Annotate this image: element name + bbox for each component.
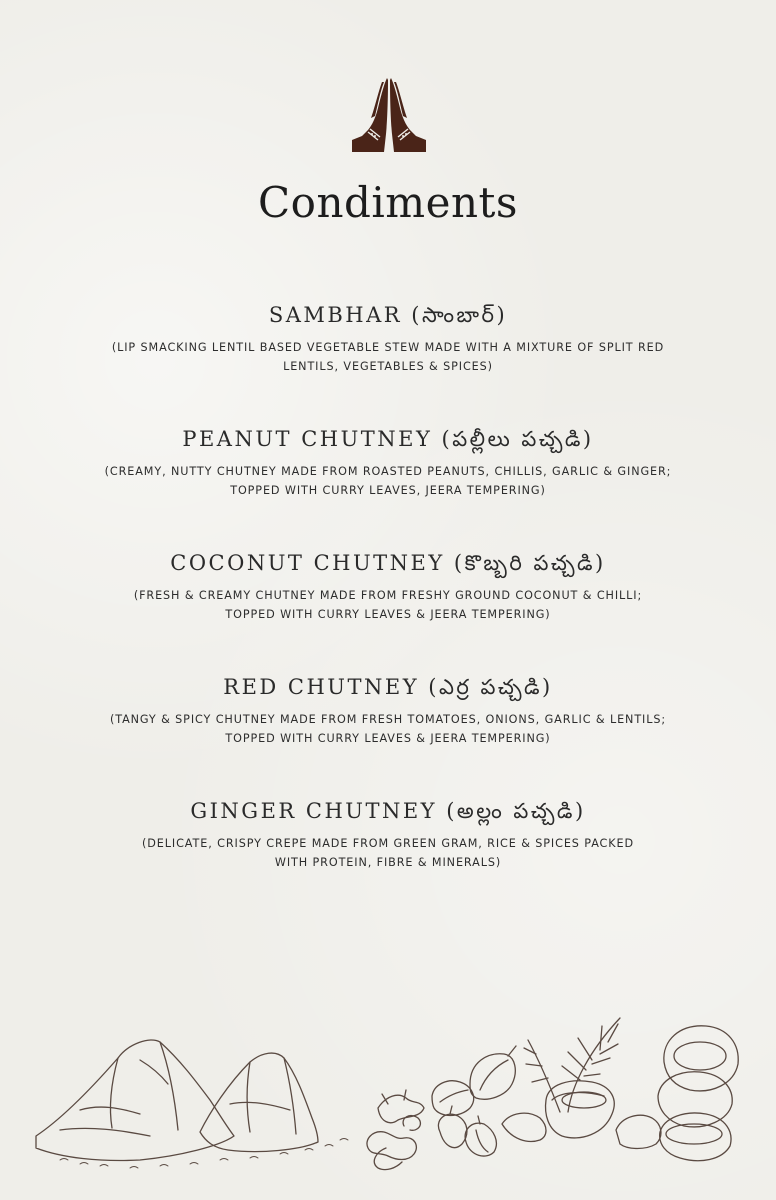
menu-item-name: GINGER CHUTNEY (అల్లం పచ్చడి) bbox=[190, 799, 586, 823]
grain-sack-icon bbox=[200, 1053, 318, 1152]
menu-item-peanut-chutney bbox=[60, 424, 716, 500]
page-title: Condiments bbox=[258, 178, 518, 227]
menu-item-coconut-chutney bbox=[60, 548, 716, 624]
peanut-icon bbox=[367, 1116, 420, 1170]
menu-item-name: PEANUT CHUTNEY (పల్లీలు పచ్చడి) bbox=[182, 427, 594, 451]
garlic-icon bbox=[438, 1106, 496, 1156]
namaste-hands-icon bbox=[348, 74, 430, 154]
coconut-icon bbox=[546, 1081, 615, 1138]
menu-item-red-chutney bbox=[60, 672, 716, 748]
grain-sacks-and-vegetables-illustration bbox=[0, 1000, 776, 1200]
spilled-grains-icon bbox=[60, 1139, 348, 1169]
menu-item-description: (CREAMY, NUTTY CHUTNEY MADE FROM ROASTED PEANUTS, CHILLIS, GARLIC & GINGER; TOPPED WITH CURRY LEAVES, JEERA TEMPERING) bbox=[104, 465, 672, 497]
menu-item-name: COCONUT CHUTNEY (కొబ్బరి పచ్చడి) bbox=[170, 551, 606, 575]
coconut-icon bbox=[658, 1026, 738, 1161]
menu-item-sambhar bbox=[60, 300, 716, 376]
menu-item-ginger-chutney bbox=[60, 796, 716, 872]
menu-item-name: RED CHUTNEY (ఎర్ర పచ్చడి) bbox=[223, 675, 553, 699]
onion-icon bbox=[470, 1046, 516, 1099]
menu-item-description: (DELICATE, CRISPY CREPE MADE FROM GREEN GRAM, RICE & SPICES PACKED WITH PROTEIN, FIBRE & MINERALS) bbox=[142, 837, 634, 869]
menu-item-description: (TANGY & SPICY CHUTNEY MADE FROM FRESH TOMATOES, ONIONS, GARLIC & LENTILS; TOPPED WITH CURRY LEAVES & JEERA TEMPERING) bbox=[109, 713, 667, 745]
menu-item-description: (FRESH & CREAMY CHUTNEY MADE FROM FRESHY GROUND COCONUT & CHILLI; TOPPED WITH CURRY LEAVES & JEERA TEMPERING) bbox=[133, 589, 643, 621]
onion-icon bbox=[432, 1081, 474, 1116]
coconut-piece-icon bbox=[502, 1113, 661, 1148]
menu-item-description: (LIP SMACKING LENTIL BASED VEGETABLE STEW MADE WITH A MIXTURE OF SPLIT RED LENTILS, VEGETABLES & SPICES) bbox=[111, 341, 665, 373]
menu-item-name: SAMBHAR (సాంబార్) bbox=[268, 303, 508, 327]
grain-sack-icon bbox=[36, 1040, 234, 1161]
